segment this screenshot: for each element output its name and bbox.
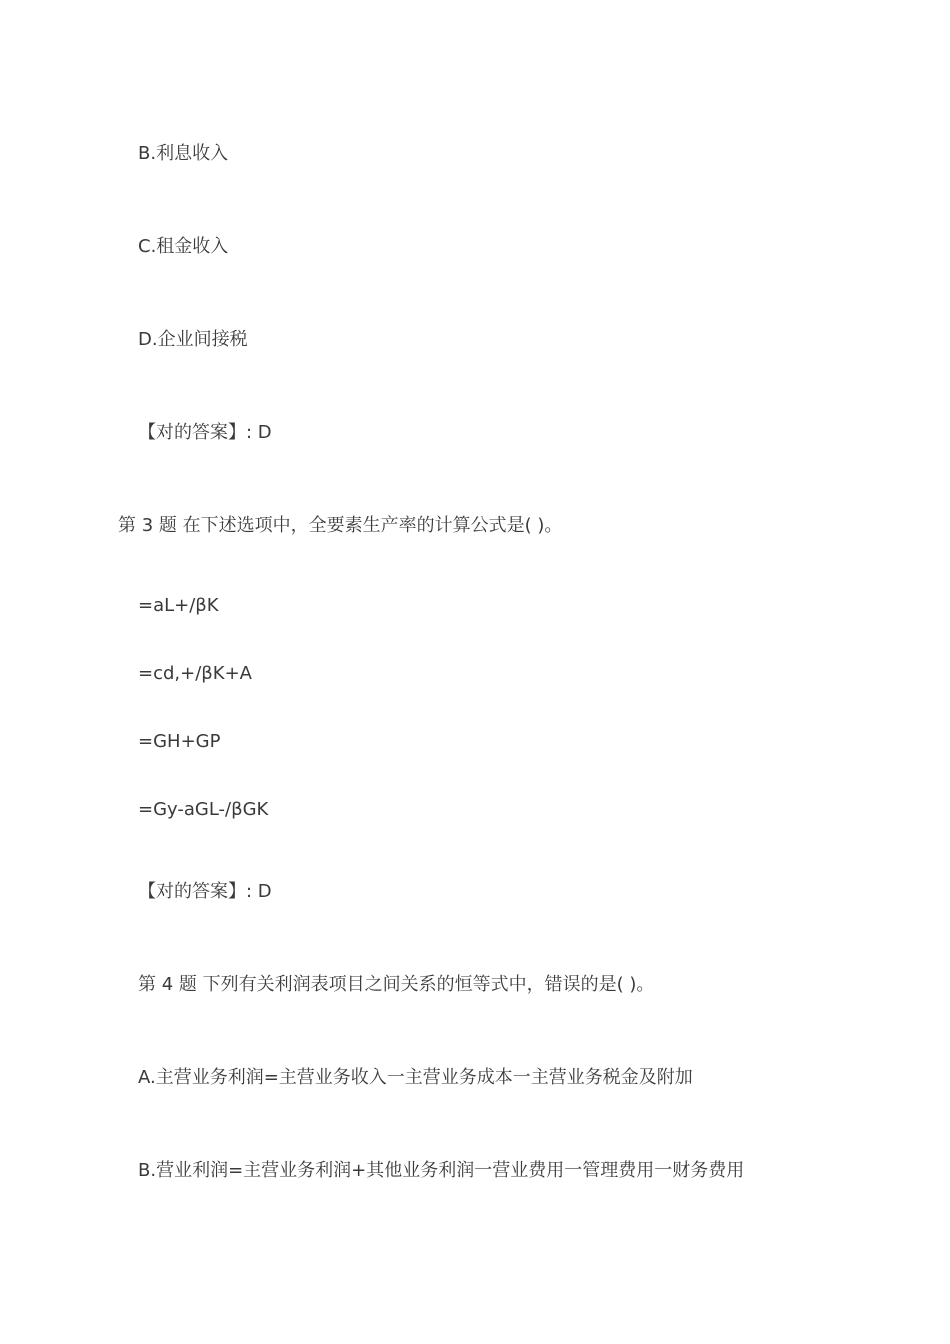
q3-answer: 【对的答案】: D [138, 881, 272, 902]
q2-option-d: D.企业间接税 [138, 329, 248, 350]
q2-answer: 【对的答案】: D [138, 422, 272, 443]
q4-question: 第 4 题 下列有关利润表项目之间关系的恒等式中，错误的是( )。 [138, 974, 655, 995]
q3-option: =GH+GP [138, 731, 221, 752]
q3-option: =Gy-aGL-/βGK [138, 799, 269, 820]
q4-option-a: A.主营业务利润=主营业务收入一主营业务成本一主营业务税金及附加 [138, 1067, 693, 1088]
q3-option: =aL+/βK [138, 595, 219, 616]
q2-option-c: C.租金收入 [138, 236, 229, 257]
q3-question: 第 3 题 在下述选项中，全要素生产率的计算公式是( )。 [118, 515, 563, 536]
q4-option-b: B.营业利润=主营业务利润+其他业务利润一营业费用一管理费用一财务费用 [138, 1160, 745, 1181]
q3-option: =cd,+/βK+A [138, 663, 252, 684]
q2-option-b: B.利息收入 [138, 143, 229, 164]
